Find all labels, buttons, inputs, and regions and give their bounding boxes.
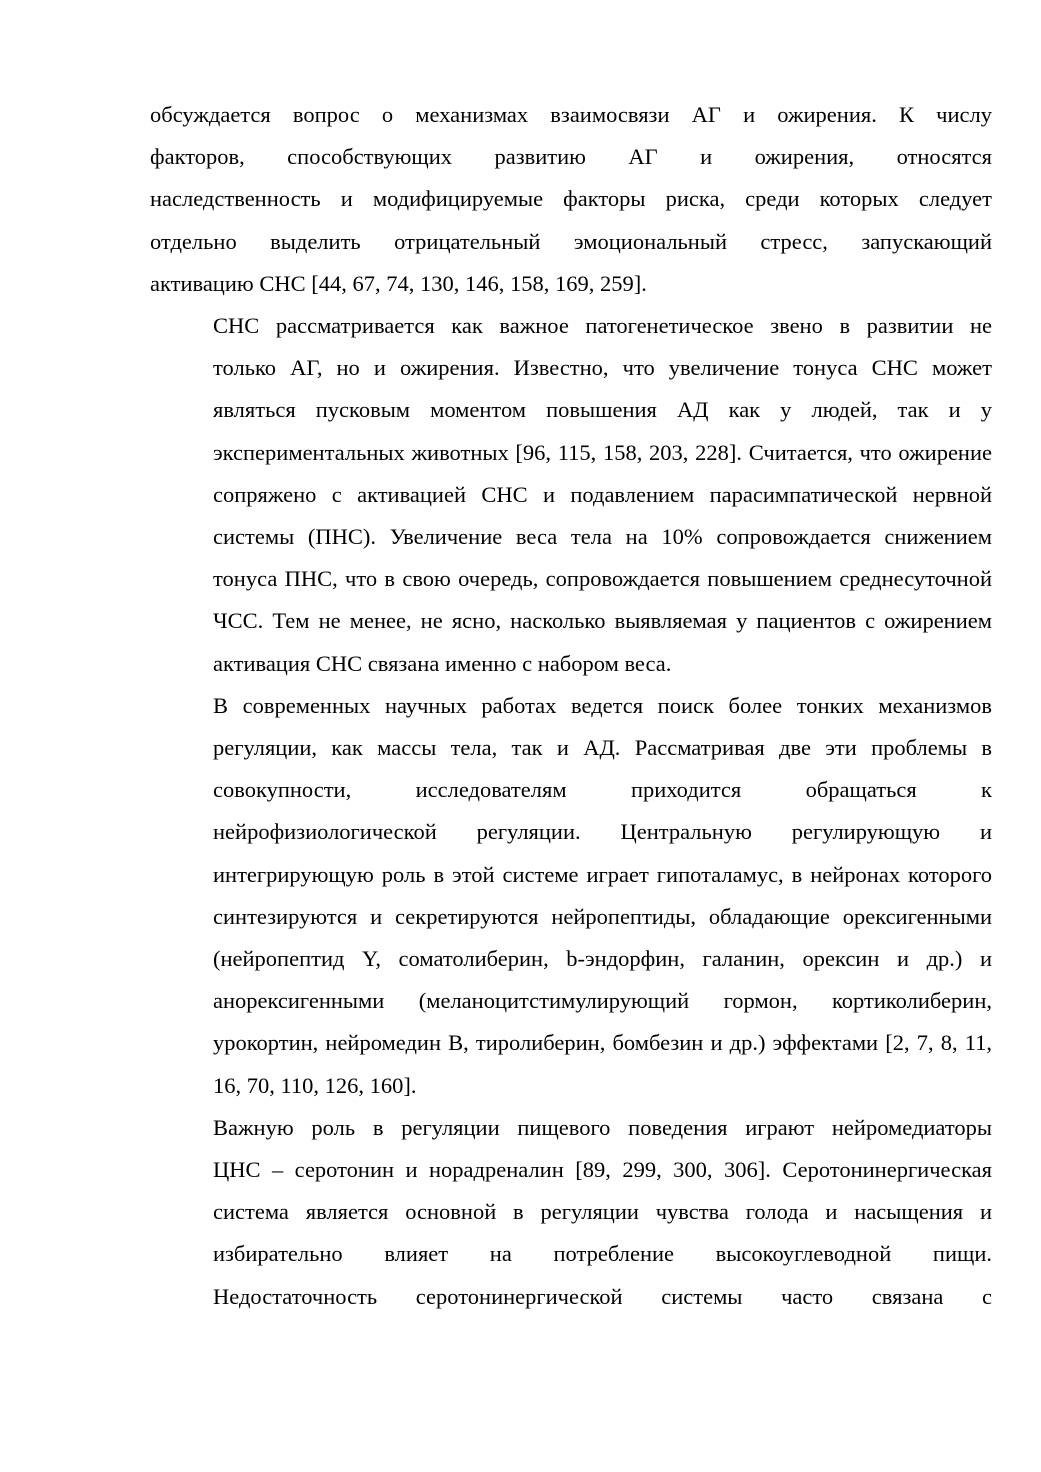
text-line: активация СНС связана именно с набором веса.	[213, 650, 672, 676]
paragraph	[150, 305, 992, 685]
text-line: нейрофизиологической регуляции. Центральную регулирующую и	[213, 819, 992, 845]
text-line: активацию СНС [44, 67, 74, 130, 146, 158, 169, 259].	[150, 270, 647, 296]
text-line: обсуждается вопрос о механизмах взаимосвязи АГ и ожирения. К числу	[150, 102, 992, 127]
text-line: урокортин, нейромедин В, тиролиберин, бомбезин и др.) эффектами [2, 7, 8, 11,	[213, 1030, 992, 1056]
text-line: избирательно влияет на потребление высокоуглеводной пищи.	[213, 1241, 992, 1267]
text-line: система является основной в регуляции чувства голода и насыщения и	[213, 1199, 992, 1225]
text-line: (нейропептид Y, соматолиберин, b-эндорфин, галанин, орексин и др.) и	[213, 946, 992, 972]
text-line: СНС рассматривается как важное патогенетическое звено в развитии не	[213, 313, 992, 339]
paragraph	[150, 685, 992, 1107]
text-line: Важную роль в регуляции пищевого поведения играют нейромедиаторы	[213, 1114, 992, 1140]
text-line: отдельно выделить отрицательный эмоциональный стресс, запускающий	[150, 228, 992, 254]
text-line: Недостаточность серотонинергической системы часто связана с	[213, 1283, 992, 1309]
text-line: экспериментальных животных [96, 115, 158, 203, 228]. Считается, что ожирение	[213, 439, 992, 465]
text-line: только АГ, но и ожирения. Известно, что увеличение тонуса СНС может	[213, 355, 992, 381]
text-line: синтезируются и секретируются нейропептиды, обладающие орексигенными	[213, 903, 992, 929]
text-line: являться пусковым моментом повышения АД как у людей, так и у	[213, 397, 992, 423]
text-line: наследственность и модифицируемые факторы риска, среди которых следует	[150, 186, 992, 212]
text-line: ЦНС – серотонин и норадреналин [89, 299, 300, 306]. Серотонинергическая	[213, 1157, 992, 1183]
text-line: регуляции, как массы тела, так и АД. Рассматривая две эти проблемы в	[213, 735, 992, 761]
text-line: интегрирующую роль в этой системе играет гипоталамус, в нейронах которого	[213, 861, 992, 887]
paragraph	[150, 1107, 992, 1318]
text-line: 16, 70, 110, 126, 160].	[213, 1072, 417, 1098]
body-text	[150, 94, 992, 1318]
text-line: системы (ПНС). Увеличение веса тела на 10% сопровождается снижением	[213, 524, 992, 550]
text-line: сопряжено с активацией СНС и подавлением парасимпатической нервной	[213, 481, 992, 507]
text-line: тонуса ПНС, что в свою очередь, сопровождается повышением среднесуточной	[213, 566, 992, 592]
text-line: анорексигенными (меланоцитстимулирующий гормон, кортиколиберин,	[213, 988, 992, 1014]
text-line: совокупности, исследователям приходится обращаться к	[213, 777, 992, 803]
text-line: ЧСС. Тем не менее, не ясно, насколько выявляемая у пациентов с ожирением	[213, 608, 992, 634]
text-line: факторов, способствующих развитию АГ и ожирения, относятся	[150, 144, 992, 170]
paragraph	[150, 94, 992, 305]
text-line: В современных научных работах ведется поиск более тонких механизмов	[213, 692, 992, 718]
